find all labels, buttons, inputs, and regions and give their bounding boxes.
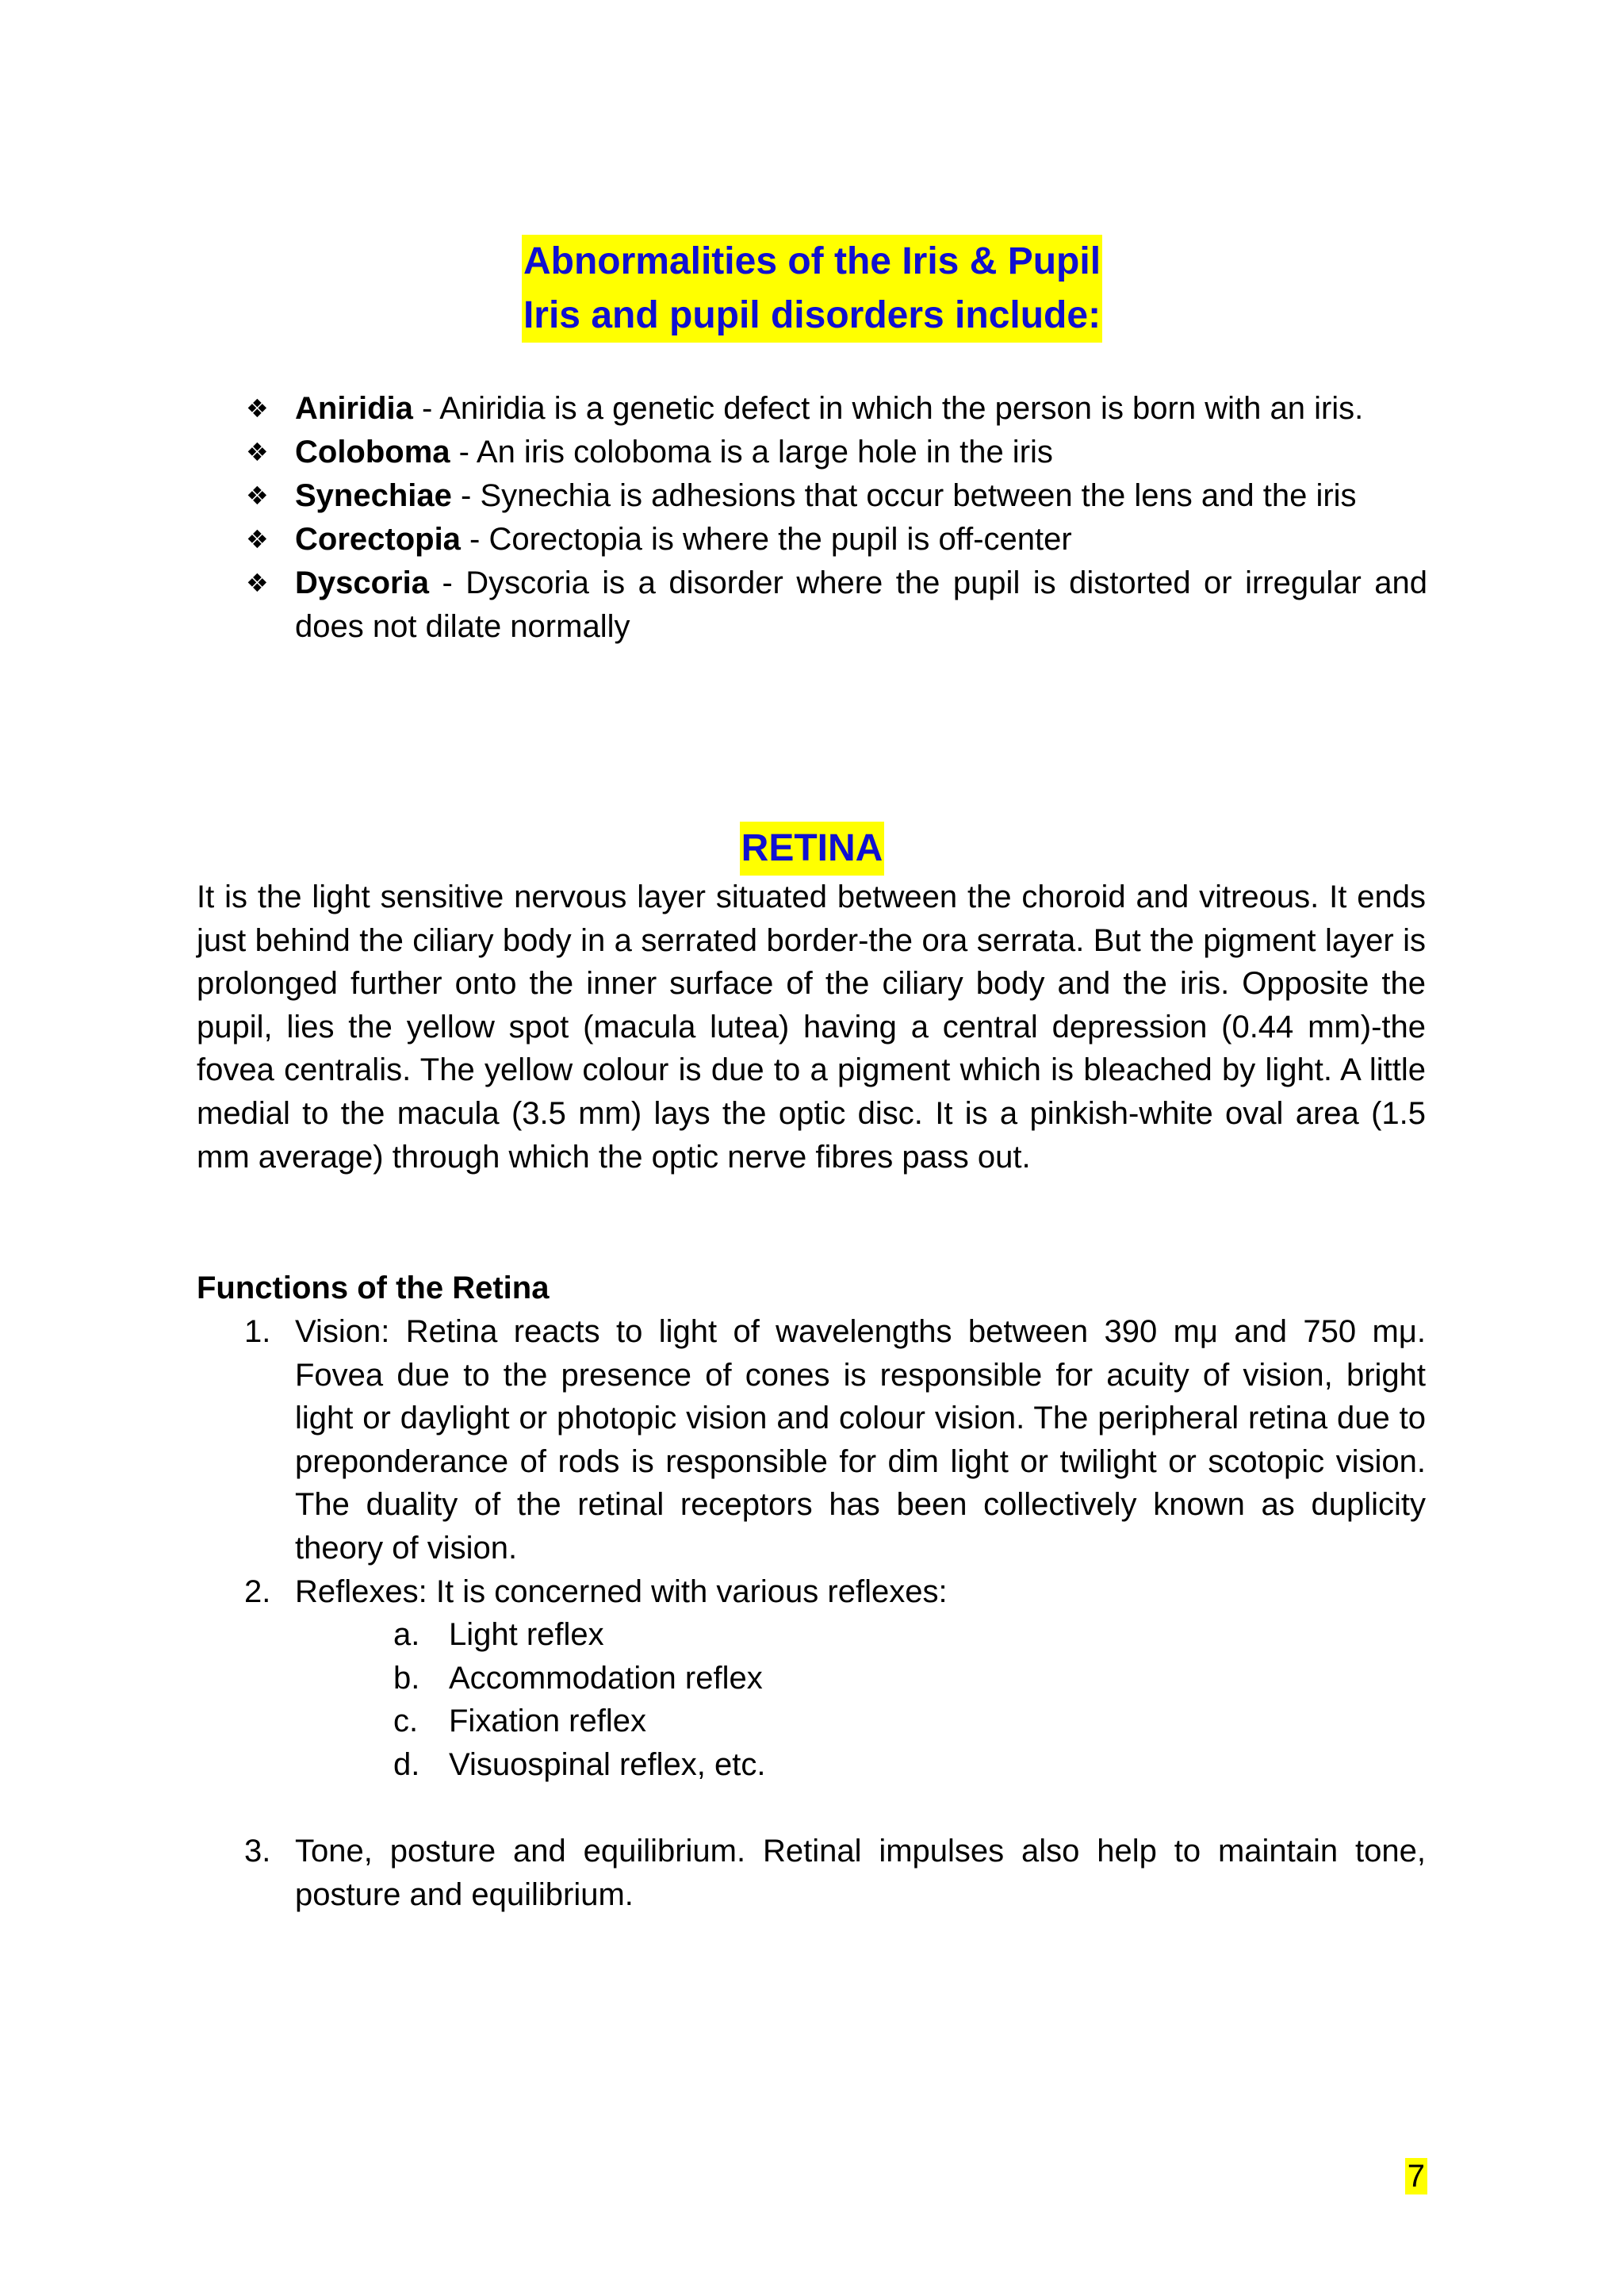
disorder-term: Corectopia (295, 522, 461, 557)
page-number: 7 (1405, 2158, 1427, 2194)
disorders-list (246, 387, 1427, 649)
diamond-bullet-icon: ❖ (246, 393, 269, 424)
item-number: 1. (244, 1314, 271, 1349)
sub-list-item (393, 1743, 1426, 1787)
disorder-term: Synechiae (295, 478, 452, 513)
sub-item-letter: d. (393, 1746, 420, 1782)
sub-item-text: Visuospinal reflex, etc. (449, 1746, 766, 1782)
functions-heading: Functions of the Retina (197, 1271, 550, 1305)
sub-item-text: Accommodation reflex (449, 1660, 763, 1696)
diamond-bullet-icon: ❖ (246, 568, 269, 598)
functions-list (197, 1310, 1426, 1916)
retina-title: RETINA (740, 822, 885, 876)
heading-title-line1: Abnormalities of the Iris & Pupil (522, 235, 1102, 289)
section-heading-iris (0, 235, 1624, 343)
list-item (246, 387, 1427, 431)
sub-list-item (393, 1700, 1426, 1743)
diamond-bullet-icon: ❖ (246, 524, 269, 554)
disorder-description: - Corectopia is where the pupil is off-center (460, 522, 1072, 557)
list-item (246, 474, 1427, 518)
disorder-description: - Dyscoria is a disorder where the pupil is distorted or irregular and does not dilate normally (295, 565, 1427, 644)
sub-item-text: Light reflex (449, 1617, 604, 1653)
sub-list-item (393, 1657, 1426, 1700)
list-item (246, 431, 1427, 474)
sub-item-text: Fixation reflex (449, 1704, 646, 1739)
disorder-term: Dyscoria (295, 565, 429, 600)
disorder-description: - Aniridia is a genetic defect in which the person is born with an iris. (412, 391, 1364, 426)
disorder-term: Aniridia (295, 391, 413, 426)
heading-title-line2: Iris and pupil disorders include: (522, 289, 1102, 343)
list-item (197, 1830, 1426, 1916)
item-text: Reflexes: It is concerned with various reflexes: (295, 1573, 948, 1609)
diamond-bullet-icon: ❖ (246, 437, 269, 467)
disorder-description: - An iris coloboma is a large hole in the iris (450, 435, 1053, 470)
disorder-description: - Synechia is adhesions that occur between the lens and the iris (451, 478, 1357, 513)
item-number: 2. (244, 1573, 271, 1609)
list-item (197, 1570, 1426, 1787)
section-heading-retina (0, 822, 1624, 876)
sub-item-letter: c. (393, 1704, 419, 1739)
item-number: 3. (244, 1834, 271, 1869)
reflexes-sublist (295, 1613, 1426, 1786)
sub-list-item (393, 1613, 1426, 1657)
item-text: Vision: Retina reacts to light of wavelengths between 390 mμ and 750 mμ. Fovea due to the presence of cones is responsible for acuity of vision, bright light or daylight or photopic vision and colour vision. The peripheral retina due to preponderance of rods is responsible for dim light or twilight or scotopic vision. The duality of the retinal receptors has been collectively known as duplicity theory of vision. (295, 1314, 1426, 1566)
list-item (246, 562, 1427, 649)
sub-item-letter: a. (393, 1617, 420, 1653)
list-item (197, 1310, 1426, 1570)
item-text: Tone, posture and equilibrium. Retinal impulses also help to maintain tone, posture and equilibrium. (295, 1834, 1426, 1912)
list-item (246, 518, 1427, 562)
sub-item-letter: b. (393, 1660, 420, 1696)
diamond-bullet-icon: ❖ (246, 481, 269, 511)
spacer (197, 1787, 1426, 1830)
disorder-term: Coloboma (295, 435, 450, 470)
retina-paragraph: It is the light sensitive nervous layer situated between the choroid and vitreous. It ends just behind the ciliary body in a serrated border-the ora serrata. But the pigment layer is prolonged further onto the inner surface of the ciliary body and the iris. Opposite the pupil, lies the yellow spot (macula lutea) having a central depression (0.44 mm)-the fovea centralis. The yellow colour is due to a pigment which is bleached by light. A little medial to the macula (3.5 mm) lays the optic disc. It is a pinkish-white oval area (1.5 mm average) through which the optic nerve fibres pass out. (197, 880, 1426, 1175)
